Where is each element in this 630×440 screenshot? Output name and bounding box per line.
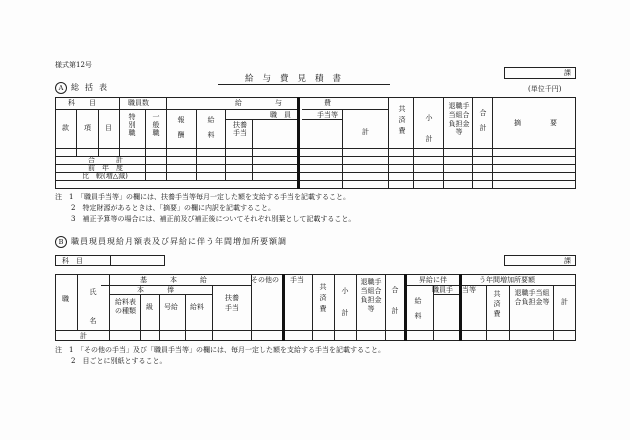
header-kyuryo-shokyu: 給料 <box>414 297 422 321</box>
header-kyosai-b: 共済費 <box>319 283 327 314</box>
note-a-2: 2 特定財源があるときは、「摘要」の欄に内訳を記載すること。 <box>71 204 275 212</box>
section-b-heading <box>55 236 287 248</box>
row-zennendo: 前 年 度 <box>88 164 123 172</box>
header-hi: 費 <box>324 99 331 107</box>
header-kan: 款 <box>62 124 69 132</box>
header-teate-to: 手当等 <box>317 111 338 119</box>
header-shokuin-te: 職員手 <box>432 286 453 294</box>
header-kyu: 級 <box>146 303 153 311</box>
header-moku: 目 <box>105 124 112 132</box>
header-sho-kei-b: 小計 <box>341 287 349 318</box>
header-kei: 計 <box>362 128 369 136</box>
header-hoshu: 報酬 <box>177 116 185 146</box>
header-teate-to-b: 当等 <box>462 286 476 294</box>
header-ko: 項 <box>84 124 91 132</box>
department-box-b[interactable] <box>504 255 576 266</box>
section-b-marker: B <box>55 236 67 248</box>
header-shoku: 職 <box>62 295 69 303</box>
note-a-1: 注 1 「職員手当等」の欄には、扶養手当等毎月一定した額を支給する手当を記載すること。 <box>55 193 350 201</box>
header-kamoku: 科 目 <box>68 99 96 107</box>
header-taishoku: 退職手当組合負担金等 <box>448 102 470 137</box>
header-gokyu: 号給 <box>164 303 178 311</box>
header-kyuryo-b: 給料 <box>190 303 204 311</box>
header-teate: 手当 <box>290 276 304 284</box>
note-a-3: 3 補正予算等の場合には、補正前及び補正後についてそれぞれ別葉として記載すること。 <box>71 215 356 223</box>
header-sho-kei: 小計 <box>425 114 433 143</box>
row-kei: 計 <box>80 332 87 340</box>
header-shokyu: 昇給に伴 <box>419 276 447 284</box>
header-ippan: 一般職 <box>152 113 160 137</box>
header-kyosai: 共済費 <box>398 105 406 136</box>
section-a-title: 総括表 <box>71 83 113 92</box>
header-gokei: 合計 <box>479 109 487 133</box>
header-kyuyo: 給 与 <box>235 99 285 107</box>
header-taishoku-shokyu: 退職手当組合負担金等 <box>514 289 550 307</box>
note-b-1: 注 1 「その他の手当」及び「職員手当等」の欄には、毎月一定した額を支給する手当を記載すること。 <box>55 346 385 354</box>
header-kei-b: 計 <box>561 298 568 306</box>
page-title: 給与費見積書 <box>245 74 351 84</box>
header-tokubetsu: 特別職 <box>128 113 136 137</box>
header-kihon-kyu: 基 本 給 <box>140 276 210 284</box>
row-gokei: 合 計 <box>88 156 123 164</box>
header-taishoku-b: 退職手当組合負担金等 <box>360 278 382 314</box>
header-nenkan: う年間増加所要額 <box>479 276 535 284</box>
header-shokuin-su: 職員数 <box>128 99 149 107</box>
section-a-marker: A <box>55 82 67 94</box>
header-shimei: 氏名 <box>89 288 97 326</box>
unit-label: (単位千円) <box>528 85 562 93</box>
form-id: 様式第12号 <box>55 61 92 69</box>
ka-label-b: 課 <box>564 257 571 265</box>
header-tekiyo: 摘 要 <box>514 119 559 127</box>
header-gokei-b: 合計 <box>391 286 399 315</box>
header-kyosai-shokyu: 共済費 <box>493 290 501 318</box>
department-box[interactable] <box>504 67 576 79</box>
section-a-heading <box>55 82 113 94</box>
ka-label: 課 <box>564 69 571 77</box>
header-kyuryohyo: 給料表の種類 <box>115 298 136 316</box>
header-fuyo-teate-b: 扶養手当 <box>225 294 239 312</box>
row-hikaku: 比 較(増△減) <box>82 172 128 180</box>
header-kyuryo: 給料 <box>207 116 215 146</box>
header-sonota: その他の <box>251 276 279 284</box>
header-shokuin: 職 員 <box>270 111 291 119</box>
header-fuyo-teate: 扶養手当 <box>233 121 247 138</box>
header-hon: 本 俸 <box>137 286 177 294</box>
section-b-title: 職員現員現給月額表及び昇給に伴う年間増加所要額調 <box>71 237 287 246</box>
kamoku-label: 科 目 <box>62 257 83 265</box>
note-b-2: 2 目ごとに別紙とすること。 <box>71 357 167 365</box>
